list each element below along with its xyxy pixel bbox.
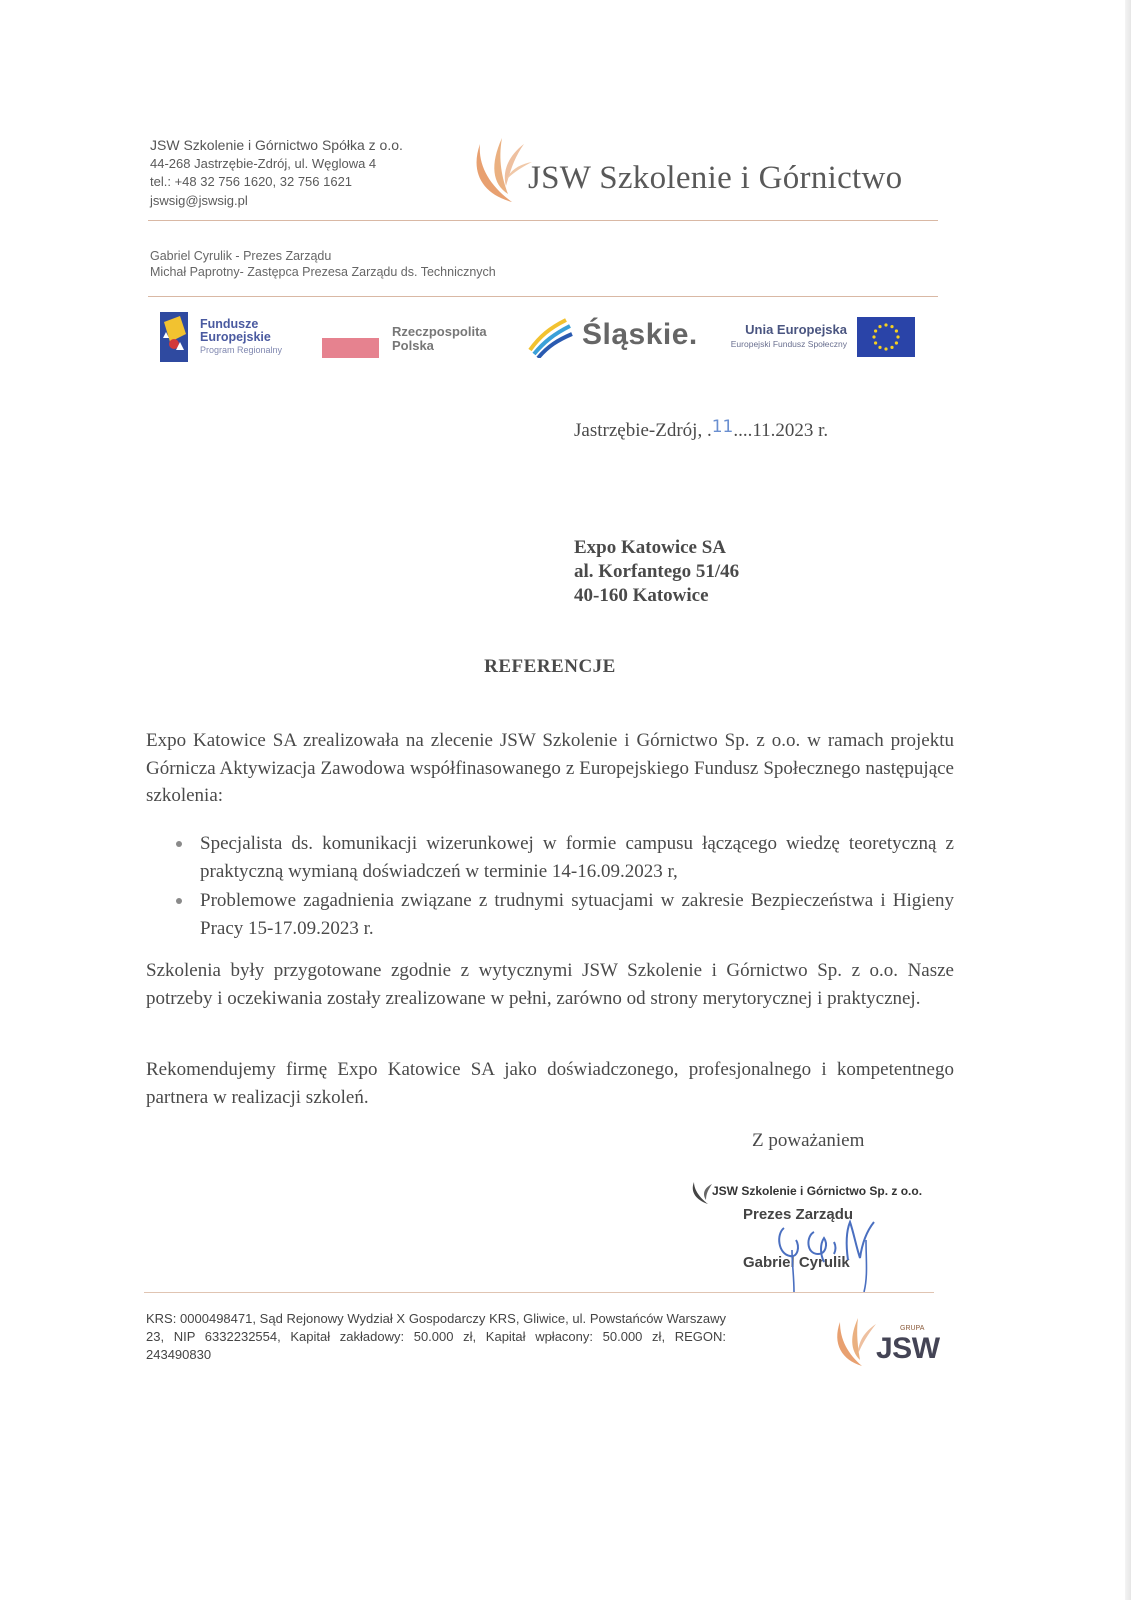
company-address: 44-268 Jastrzębie-Zdrój, ul. Węglowa 4 — [150, 155, 377, 171]
unia-europejska-label — [723, 323, 847, 351]
list-item-text: Problemowe zagadnienia związane z trudnymi sytuacjami w zakresie Bezpieczeństwa i Higieny Pracy 15-17.09.2023 r. — [200, 890, 954, 939]
date-handwritten-day: 11 — [711, 417, 734, 437]
fe-sub: Program Regionalny — [200, 345, 283, 355]
footer-rule — [144, 1292, 934, 1293]
bullet-dot-icon — [176, 841, 182, 847]
board-line-1: Gabriel Cyrulik - Prezes Zarządu — [150, 249, 332, 263]
bullet-dot-icon — [176, 898, 182, 904]
board-line-2: Michał Paprotny- Zastępca Prezesa Zarządu ds. Technicznych — [150, 265, 496, 279]
fundusze-europejskie-label — [200, 318, 282, 357]
stamp-company-text: JSW Szkolenie i Górnictwo Sp. z o.o. — [712, 1184, 923, 1198]
jsw-group-logo: JSW — [876, 1332, 940, 1365]
recipient-name: Expo Katowice SA — [574, 537, 726, 558]
training-list — [150, 830, 954, 944]
jsw-flame-logo-icon — [462, 132, 534, 204]
company-phone: tel.: +48 32 756 1620, 32 756 1621 — [150, 174, 353, 189]
list-item-text: Specjalista ds. komunikacji wizerunkowej w formie campusu łączącego wiedzę teoretyczną z praktyczną wymianą doświadczeń w terminie 14-16.09.2023 r, — [200, 833, 954, 882]
recipient-street: al. Korfantego 51/46 — [574, 561, 740, 582]
slaskie-waves-icon — [526, 316, 574, 358]
eu-flag-icon — [857, 317, 915, 357]
rp-line-1: Rzeczpospolita — [392, 324, 487, 339]
stamp-name: Gabriel Cyrulik — [743, 1254, 850, 1271]
slaskie-label: Śląskie. — [582, 318, 698, 351]
scan-edge — [1125, 0, 1131, 1600]
header-rule — [148, 220, 938, 221]
letter-title: REFERENCJE — [484, 656, 616, 677]
stamp-role: Prezes Zarządu — [743, 1206, 854, 1223]
ue-sub: Europejski Fundusz Społeczny — [730, 339, 847, 349]
list-item — [150, 830, 954, 885]
recipient-city: 40-160 Katowice — [574, 585, 709, 606]
group-label: GRUPA — [900, 1325, 925, 1332]
stamp-flame-icon — [688, 1180, 714, 1206]
company-email: jswsig@jswsig.pl — [150, 192, 248, 208]
letter-date — [574, 417, 829, 442]
stamp-company — [712, 1184, 922, 1198]
paragraph-compliance: Szkolenia były przygotowane zgodnie z wytycznymi JSW Szkolenie i Górnictwo Sp. z o.o. Nasze potrzeby i oczekiwania zostały zrealizowane w pełni, zarówno od strony merytorycznej i praktycznej. — [146, 960, 954, 1009]
polish-flag-icon — [322, 338, 379, 358]
company-name: JSW Szkolenie i Górnictwo Spółka z o.o. — [150, 137, 403, 153]
footer-registry: KRS: 0000498471, Sąd Rejonowy Wydział X Gospodarczy KRS, Gliwice, ul. Powstańców Warszawy 23, NIP 6332232554, Kapitał zakładowy: 50.000 zł, Kapitał wpłacony: 50.000 zł, REGON: 243490830 — [146, 1311, 726, 1362]
rp-line-2: Polska — [392, 338, 434, 353]
closing-greeting: Z poważaniem — [752, 1130, 865, 1151]
fundusze-europejskie-icon — [160, 312, 188, 362]
board-rule — [148, 296, 938, 297]
date-prefix: Jastrzębie-Zdrój, . — [574, 420, 712, 441]
fe-line-1: Fundusze — [200, 317, 259, 331]
fe-line-2: Europejskie — [200, 330, 271, 344]
handwritten-signature — [770, 1210, 890, 1296]
paragraph-intro: Expo Katowice SA zrealizowała na zlecenie JSW Szkolenie i Górnictwo Sp. z o.o. w ramach projektu Górnicza Aktywizacja Zawodowa współfinasowanego z Europejskiego Fundusz Społecznego następujące szkolenia: — [146, 730, 954, 806]
company-info — [150, 136, 403, 210]
date-suffix: ....11.2023 r. — [733, 420, 829, 441]
rzeczpospolita-label — [392, 325, 487, 353]
recipient-address — [574, 536, 739, 608]
board-members — [150, 248, 496, 280]
logo-text: JSW Szkolenie i Górnictwo — [528, 160, 903, 196]
ue-line-1: Unia Europejska — [745, 322, 847, 337]
paragraph-recommendation: Rekomendujemy firmę Expo Katowice SA jako doświadczonego, profesjonalnego i kompetentnego partnera w realizacji szkoleń. — [146, 1059, 954, 1108]
list-item — [150, 887, 954, 942]
